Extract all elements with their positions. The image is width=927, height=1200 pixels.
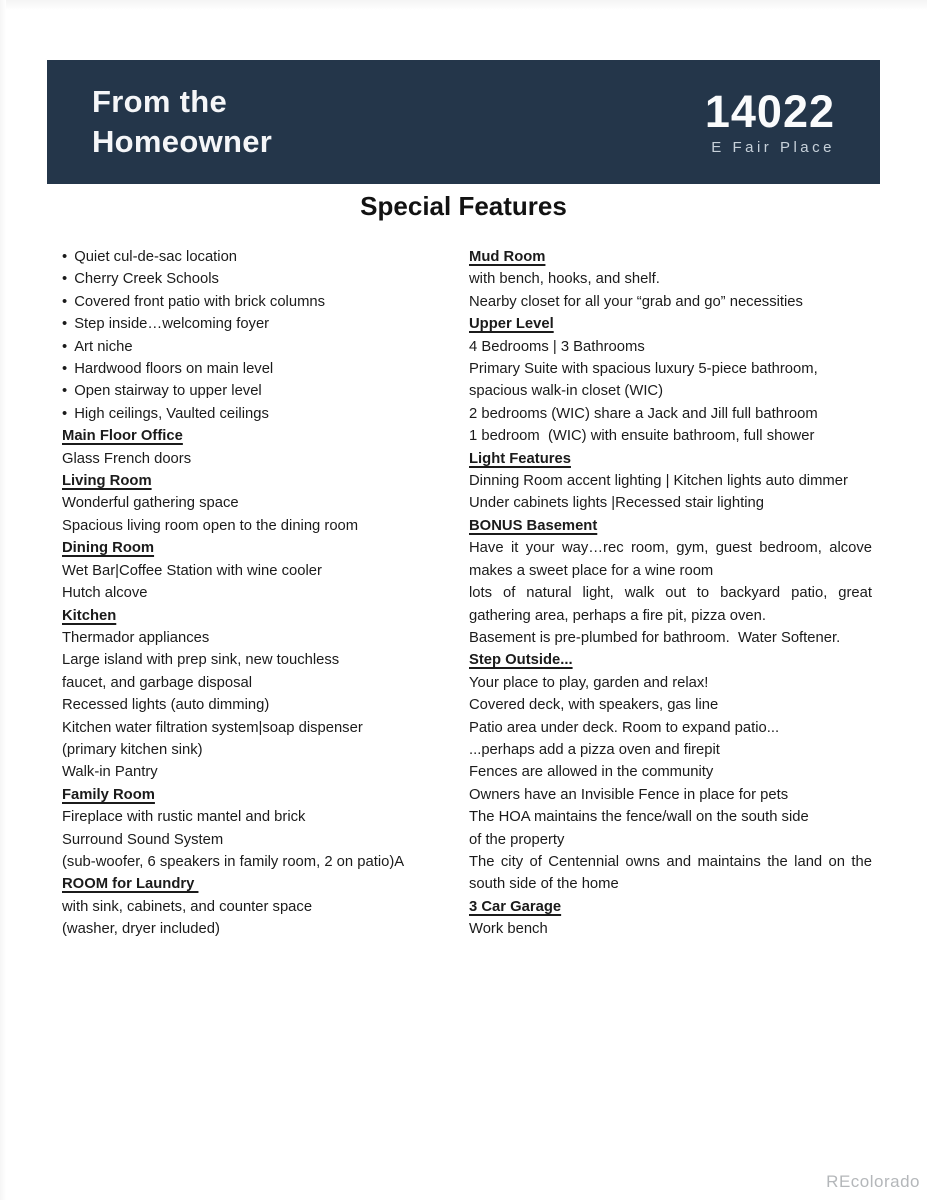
bullet-icon: • <box>62 271 68 288</box>
feature-text: Spacious living room open to the dining room <box>62 517 359 534</box>
feature-line <box>62 515 464 537</box>
scan-edge-top <box>0 0 927 10</box>
feature-line <box>469 806 872 828</box>
feature-text: 1 bedroom (WIC) with ensuite bathroom, full shower <box>469 428 815 445</box>
feature-line <box>469 694 872 716</box>
feature-text: Thermador appliances <box>62 629 210 646</box>
bullet-icon: • <box>62 361 68 378</box>
section-heading: Family Room <box>62 786 155 803</box>
feature-text: gathering area, perhaps a fire pit, pizza oven. <box>469 607 766 624</box>
header-title-line1: From the <box>92 84 228 119</box>
feature-line <box>469 336 872 358</box>
feature-line <box>469 851 872 873</box>
feature-text: Open stairway to upper level <box>74 383 262 400</box>
feature-text: Patio area under deck. Room to expand patio... <box>469 719 780 736</box>
section-heading: Dining Room <box>62 540 155 557</box>
feature-line <box>62 918 464 940</box>
feature-text: makes a sweet place for a wine room <box>469 562 714 579</box>
feature-line <box>469 829 872 851</box>
feature-text: (primary kitchen sink) <box>62 741 203 758</box>
header-title <box>92 82 272 162</box>
feature-text: Kitchen water filtration system|soap dispenser <box>62 719 363 736</box>
feature-text: Covered deck, with speakers, gas line <box>469 697 719 714</box>
feature-line <box>469 268 872 290</box>
feature-line <box>469 761 872 783</box>
feature-line <box>62 761 464 783</box>
feature-line <box>469 380 872 402</box>
bullet-icon: • <box>62 293 68 310</box>
section-heading: Living Room <box>62 473 152 490</box>
feature-line <box>469 672 872 694</box>
section-heading: Kitchen <box>62 607 117 624</box>
feature-line <box>62 806 464 828</box>
feature-line <box>62 896 464 918</box>
feature-line <box>62 448 464 470</box>
feature-text: Hardwood floors on main level <box>74 361 274 378</box>
feature-line <box>469 739 872 761</box>
feature-bullet-item <box>62 403 464 425</box>
section-heading: Mud Room <box>469 249 546 265</box>
feature-line <box>469 403 872 425</box>
feature-line <box>469 291 872 313</box>
feature-text: (washer, dryer included) <box>62 921 220 938</box>
feature-text: Your place to play, garden and relax! <box>469 674 709 691</box>
feature-text: The city of Centennial owns and maintains the land on the <box>469 853 872 870</box>
feature-line <box>469 627 872 649</box>
feature-text: Have it your way…rec room, gym, guest bedroom, alcove <box>469 540 872 557</box>
section-heading: 3 Car Garage <box>469 898 562 915</box>
watermark: REcolorado <box>826 1172 920 1191</box>
bullet-icon: • <box>62 316 68 333</box>
feature-bullet-item <box>62 380 464 402</box>
header-address <box>705 88 835 156</box>
feature-text: Recessed lights (auto dimming) <box>62 697 270 714</box>
feature-text: ...perhaps add a pizza oven and firepit <box>469 741 720 758</box>
feature-line <box>62 739 464 761</box>
address-street: E Fair Place <box>711 139 835 156</box>
feature-line <box>62 672 464 694</box>
scan-edge-left <box>0 0 6 1200</box>
feature-line <box>469 873 872 895</box>
feature-text: Large island with prep sink, new touchless <box>62 652 340 669</box>
section-heading: Main Floor Office <box>62 428 183 445</box>
feature-text: Under cabinets lights |Recessed stair lighting <box>469 495 764 512</box>
feature-line <box>469 358 872 380</box>
feature-line <box>62 649 464 671</box>
feature-text: with bench, hooks, and shelf. <box>469 271 660 288</box>
feature-bullet-item <box>62 246 464 268</box>
feature-bullet-item <box>62 313 464 335</box>
bullet-icon: • <box>62 249 68 265</box>
feature-line <box>469 425 872 447</box>
feature-line <box>469 717 872 739</box>
feature-line <box>469 470 872 492</box>
feature-text: spacious walk-in closet (WIC) <box>469 383 664 400</box>
feature-text: 2 bedrooms (WIC) share a Jack and Jill full bathroom <box>469 405 818 422</box>
feature-line <box>62 560 464 582</box>
bullet-icon: • <box>62 383 68 400</box>
feature-bullet-item <box>62 358 464 380</box>
bullet-icon: • <box>62 405 68 422</box>
features-column-left <box>62 246 464 941</box>
feature-text: Quiet cul-de-sac location <box>74 249 238 265</box>
feature-text: Basement is pre-plumbed for bathroom. Water Softener. <box>469 629 841 646</box>
feature-line <box>62 694 464 716</box>
feature-text: Work bench <box>469 921 548 938</box>
bullet-icon: • <box>62 338 68 355</box>
feature-text: south side of the home <box>469 876 619 893</box>
feature-text: Owners have an Invisible Fence in place for pets <box>469 786 789 803</box>
features-column-right <box>469 246 872 941</box>
feature-text: Surround Sound System <box>62 831 224 848</box>
feature-text: 4 Bedrooms | 3 Bathrooms <box>469 338 645 355</box>
section-heading: Upper Level <box>469 316 554 333</box>
feature-text: Covered front patio with brick columns <box>74 293 326 310</box>
feature-line <box>62 717 464 739</box>
feature-line <box>62 627 464 649</box>
feature-line <box>469 537 872 559</box>
section-heading: ROOM for Laundry <box>62 876 199 893</box>
feature-text: High ceilings, Vaulted ceilings <box>74 405 269 422</box>
section-heading: Light Features <box>469 450 571 467</box>
feature-line <box>62 851 464 873</box>
feature-text: with sink, cabinets, and counter space <box>62 898 313 915</box>
feature-line <box>62 829 464 851</box>
feature-line <box>469 582 872 604</box>
feature-text: Dinning Room accent lighting | Kitchen lights auto dimmer <box>469 473 848 490</box>
feature-bullet-item <box>62 336 464 358</box>
feature-text: Hutch alcove <box>62 585 148 602</box>
feature-line <box>469 605 872 627</box>
feature-bullet-item <box>62 268 464 290</box>
section-heading: BONUS Basement <box>469 517 598 534</box>
feature-line <box>469 918 872 940</box>
feature-text: of the property <box>469 831 565 848</box>
feature-text: Fences are allowed in the community <box>469 764 714 781</box>
feature-text: Glass French doors <box>62 450 192 467</box>
feature-text: The HOA maintains the fence/wall on the south side <box>469 809 809 826</box>
header-title-line2: Homeowner <box>92 124 273 159</box>
feature-text: Step inside…welcoming foyer <box>74 316 270 333</box>
feature-text: Walk-in Pantry <box>62 764 158 781</box>
feature-text: Nearby closet for all your “grab and go” necessities <box>469 293 803 310</box>
feature-text: (sub-woofer, 6 speakers in family room, 2 on patio)A <box>62 853 405 870</box>
feature-bullet-item <box>62 291 464 313</box>
address-number: 14022 <box>704 86 835 137</box>
feature-line <box>62 582 464 604</box>
feature-text: Fireplace with rustic mantel and brick <box>62 809 306 826</box>
feature-text: Wonderful gathering space <box>62 495 239 512</box>
feature-text: faucet, and garbage disposal <box>62 674 253 691</box>
section-heading: Step Outside... <box>469 652 573 669</box>
feature-line <box>469 784 872 806</box>
feature-text: Wet Bar|Coffee Station with wine cooler <box>62 562 322 579</box>
header-banner <box>47 60 880 184</box>
feature-text: lots of natural light, walk out to backyard patio, great <box>469 585 872 602</box>
feature-line <box>469 560 872 582</box>
feature-line <box>469 492 872 514</box>
feature-text: Cherry Creek Schools <box>74 271 219 288</box>
page-title: Special Features <box>360 191 567 221</box>
feature-text: Primary Suite with spacious luxury 5-piece bathroom, <box>469 361 818 378</box>
feature-text: Art niche <box>74 338 133 355</box>
feature-line <box>62 492 464 514</box>
